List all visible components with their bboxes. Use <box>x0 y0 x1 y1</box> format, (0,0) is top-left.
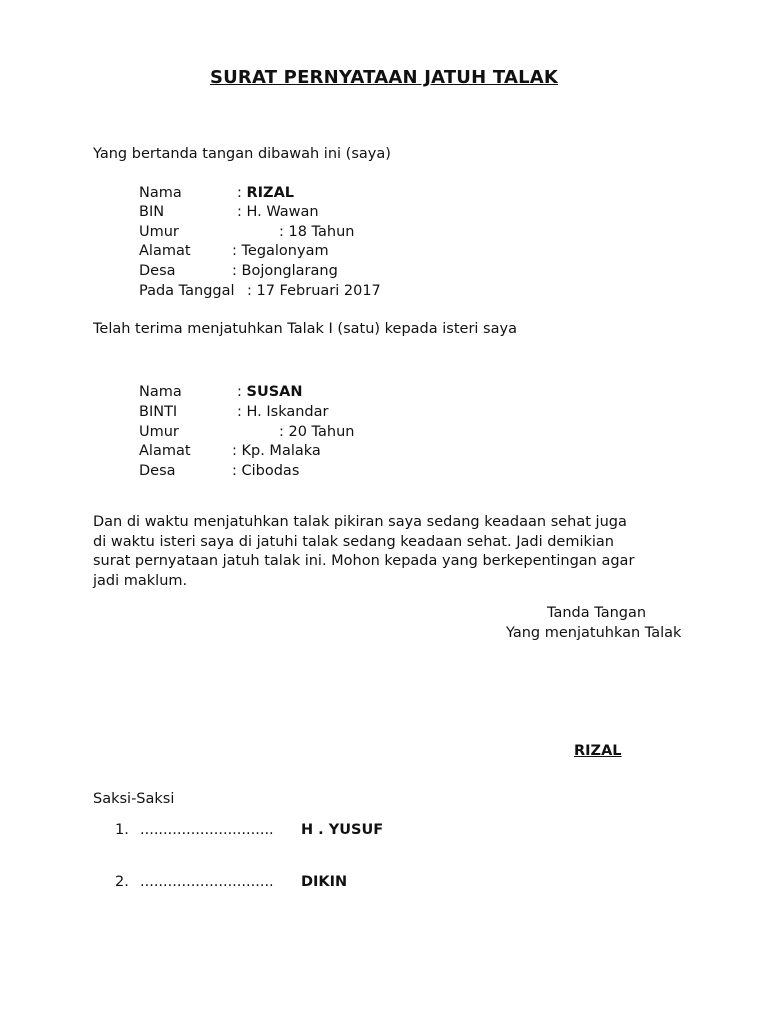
signature-line-2: Yang menjatuhkan Talak <box>506 625 682 641</box>
field-label: Alamat <box>139 243 191 259</box>
document-title: SURAT PERNYATAAN JATUH TALAK <box>209 67 559 88</box>
paragraph-line: jadi maklum. <box>93 572 188 589</box>
field-separator: : <box>237 384 247 400</box>
field-value-text: 17 Februari 2017 <box>256 283 381 299</box>
field-separator: : <box>232 463 242 479</box>
wife-field-alamat <box>0 441 768 461</box>
field-label: Pada Tanggal <box>139 283 235 299</box>
field-separator: : <box>247 283 257 299</box>
field-label: Desa <box>139 263 176 279</box>
field-value <box>237 382 303 402</box>
field-separator: : <box>237 185 247 201</box>
witness-item <box>0 820 768 840</box>
field-value <box>237 183 294 203</box>
paragraph-line: Dan di waktu menjatuhkan talak pikiran saya sedang keadaan sehat juga <box>93 514 627 530</box>
wife-field-nama <box>0 382 768 402</box>
closing-paragraph <box>93 513 693 591</box>
witness-name: DIKIN <box>301 874 348 890</box>
declarant-field-bin <box>0 202 768 222</box>
field-value-text: 20 Tahun <box>288 424 355 440</box>
wife-field-umur <box>0 422 768 442</box>
field-value <box>237 202 319 222</box>
field-value-text: Cibodas <box>241 463 300 479</box>
field-separator: : <box>237 404 247 420</box>
field-value-text: H. Iskandar <box>246 404 329 420</box>
witness-number: 1. <box>115 822 129 838</box>
field-label: BIN <box>139 204 165 220</box>
field-value <box>279 222 354 242</box>
witness-signature-line: ............................. <box>140 874 274 890</box>
witness-name: H . YUSUF <box>301 822 384 838</box>
field-value-text: 18 Tahun <box>288 224 355 240</box>
field-label: Umur <box>139 424 179 440</box>
signatory-name: RIZAL <box>574 743 622 759</box>
field-value-text: Bojonglarang <box>241 263 338 279</box>
declarant-field-nama <box>0 183 768 203</box>
field-value-text: Kp. Malaka <box>241 443 321 459</box>
field-label: Nama <box>139 384 182 400</box>
field-label: Umur <box>139 224 179 240</box>
field-label: Desa <box>139 463 176 479</box>
field-separator: : <box>232 263 242 279</box>
field-separator: : <box>237 204 247 220</box>
paragraph-line: di waktu isteri saya di jatuhi talak sedang keadaan sehat. Jadi demikian <box>93 533 614 550</box>
field-label: BINTI <box>139 404 178 420</box>
intro-text: Yang bertanda tangan dibawah ini (saya) <box>93 146 391 162</box>
declarant-field-alamat <box>0 241 768 261</box>
declarant-name: RIZAL <box>246 185 295 201</box>
declarant-field-desa <box>0 261 768 281</box>
witness-item <box>0 872 768 892</box>
witness-signature-line: ............................. <box>140 822 274 838</box>
field-value <box>232 261 338 281</box>
field-label: Nama <box>139 185 182 201</box>
field-separator: : <box>279 424 289 440</box>
declarant-field-umur <box>0 222 768 242</box>
wife-field-desa <box>0 461 768 481</box>
declarant-field-tanggal <box>0 281 768 301</box>
field-value <box>237 402 328 422</box>
field-separator: : <box>232 443 242 459</box>
field-value-text: H. Wawan <box>246 204 319 220</box>
field-value <box>232 241 329 261</box>
field-value-text: Tegalonyam <box>241 243 329 259</box>
wife-field-binti <box>0 402 768 422</box>
signature-line-1: Tanda Tangan <box>547 605 647 621</box>
field-separator: : <box>279 224 289 240</box>
field-value <box>247 281 381 301</box>
witness-number: 2. <box>115 874 129 890</box>
witnesses-heading: Saksi-Saksi <box>93 791 175 807</box>
paragraph-line: surat pernyataan jatuh talak ini. Mohon kepada yang berkepentingan agar <box>93 553 635 569</box>
wife-name: SUSAN <box>246 384 303 400</box>
field-value <box>232 461 299 481</box>
statement-text: Telah terima menjatuhkan Talak I (satu) kepada isteri saya <box>93 321 517 337</box>
field-value <box>232 441 321 461</box>
field-separator: : <box>232 243 242 259</box>
field-label: Alamat <box>139 443 191 459</box>
field-value <box>279 422 354 442</box>
